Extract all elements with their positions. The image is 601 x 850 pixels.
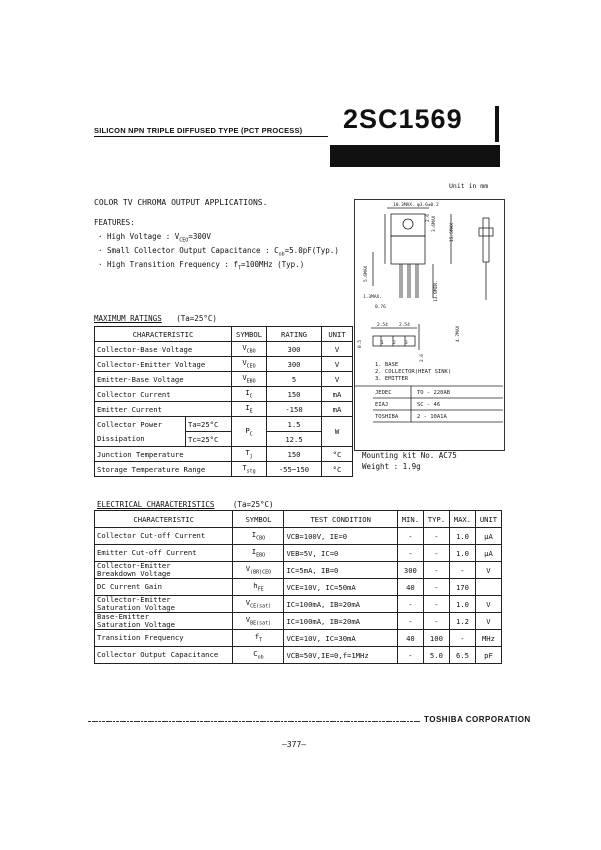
unit-cell: μA <box>475 545 501 562</box>
symbol-cell <box>233 596 284 613</box>
symbol-cell <box>232 417 267 447</box>
min-cell: 300 <box>397 562 423 579</box>
symbol-letter: V <box>245 598 251 608</box>
features-heading: FEATURES: <box>94 218 135 227</box>
feature-text: · High Voltage : V <box>98 232 180 241</box>
header-rating: RATING <box>267 327 322 342</box>
electrical-row <box>95 647 502 664</box>
page-number: —377— <box>282 740 307 749</box>
max-cell: 1.0 <box>449 528 475 545</box>
test-condition-cell: VCB=50V,IE=0,f=1MHz <box>284 647 397 664</box>
dim-e: 0.5 <box>358 339 363 348</box>
rating-cell: 300 <box>267 342 322 357</box>
max-ratings-header-row <box>95 327 353 342</box>
typ-cell: 100 <box>423 630 449 647</box>
typ-cell: - <box>423 613 449 630</box>
max-cell: 1.2 <box>449 613 475 630</box>
max-cell: 6.5 <box>449 647 475 664</box>
unit-cell: V <box>475 613 501 630</box>
characteristic-cell <box>95 596 233 613</box>
unit-cell <box>475 579 501 596</box>
symbol-letter: h <box>253 581 258 591</box>
el-header-typ: TYP. <box>423 511 449 528</box>
symbol-cell <box>233 647 284 664</box>
electrical-row <box>95 545 502 562</box>
unit-cell: pF <box>475 647 501 664</box>
feature-subscript: ob <box>278 251 285 258</box>
application-text: COLOR TV CHROMA OUTPUT APPLICATIONS. <box>94 198 268 207</box>
symbol-letter: T <box>242 463 247 473</box>
rating-cell: 5 <box>267 372 322 387</box>
symbol-subscript: CBO <box>246 348 256 355</box>
max-ratings-row <box>95 432 353 447</box>
characteristic-cell: Emitter-Base Voltage <box>95 372 232 387</box>
mounting-hole <box>403 219 413 229</box>
max-cell: - <box>449 562 475 579</box>
characteristic-cell <box>95 613 233 630</box>
symbol-letter: I <box>251 530 257 540</box>
unit-cell: V <box>475 596 501 613</box>
characteristic-line: Collector-Emitter <box>97 561 171 570</box>
min-cell: - <box>397 545 423 562</box>
symbol-subscript: CE(sat) <box>250 603 272 610</box>
el-header-unit: UNIT <box>475 511 501 528</box>
typ-cell: 5.0 <box>423 647 449 664</box>
symbol-subscript: C <box>249 431 253 438</box>
dim-pitch-2: 2.54 <box>399 323 410 328</box>
symbol-letter: V <box>242 358 247 368</box>
electrical-body <box>95 528 502 664</box>
test-condition-cell: IC=5mA, IB=0 <box>284 562 397 579</box>
symbol-subscript: FE <box>257 586 264 593</box>
max-ratings-row <box>95 402 353 417</box>
symbol-subscript: BE(sat) <box>250 620 272 627</box>
symbol-letter: C <box>253 649 258 659</box>
feature-value: =100MHz (Typ.) <box>241 260 305 269</box>
symbol-subscript: ob <box>257 654 264 661</box>
unit-cell: °C <box>322 462 353 477</box>
rating-cell: 150 <box>267 447 322 462</box>
jedec-value: TO - 220AB <box>417 390 451 396</box>
characteristic-line: Emitter Cut-off Current <box>97 548 197 557</box>
dim-hole: φ3.6±0.2 <box>417 203 439 208</box>
min-cell: - <box>397 647 423 664</box>
test-condition-cell: IC=100mA, IB=20mA <box>284 613 397 630</box>
characteristic-line: Saturation Voltage <box>97 603 175 612</box>
electrical-row <box>95 528 502 545</box>
el-header-max: MAX. <box>449 511 475 528</box>
package-drawing <box>355 200 504 450</box>
toshiba-code-label: TOSHIBA <box>375 414 399 420</box>
symbol-cell <box>233 545 284 562</box>
dim-pitch-1: 2.54 <box>377 323 388 328</box>
symbol-cell <box>233 630 284 647</box>
symbol-letter: f <box>254 632 260 642</box>
pin-1-label: 1. BASE <box>375 362 399 368</box>
min-cell: 40 <box>397 579 423 596</box>
max-ratings-row <box>95 342 353 357</box>
symbol-cell <box>232 387 267 402</box>
test-condition-cell: VCE=10V, IC=30mA <box>284 630 397 647</box>
unit-cell: μA <box>475 528 501 545</box>
typ-cell: - <box>423 596 449 613</box>
min-cell: - <box>397 596 423 613</box>
weight: Weight : 1.9g <box>362 462 421 471</box>
symbol-subscript: CBO <box>256 535 266 542</box>
pin-3-label: 3. EMITTER <box>375 376 409 382</box>
feature-subscript: CEO <box>179 237 189 244</box>
characteristic-line: Collector Cut-off Current <box>97 531 206 540</box>
symbol-cell <box>233 562 284 579</box>
unit-cell: V <box>322 372 353 387</box>
header-characteristic: CHARACTERISTIC <box>95 327 232 342</box>
max-ratings-row <box>95 447 353 462</box>
feature-item <box>98 232 211 244</box>
el-header-characteristic: CHARACTERISTIC <box>95 511 233 528</box>
header-unit: UNIT <box>322 327 353 342</box>
characteristic-line: Collector Output Capacitance <box>97 650 219 659</box>
symbol-letter: I <box>245 388 250 398</box>
document-subtitle: SILICON NPN TRIPLE DIFFUSED TYPE (PCT PROCESS) <box>94 126 303 135</box>
pin-number-3: 3 <box>405 341 408 346</box>
electrical-header-row <box>95 511 502 528</box>
characteristic-line: Base-Emitter <box>97 612 149 621</box>
el-header-test: TEST CONDITION <box>284 511 397 528</box>
symbol-letter: I <box>251 547 257 557</box>
characteristic-line: Breakdown Voltage <box>97 569 171 578</box>
toshiba-code-value: 2 - 10A1A <box>417 414 447 420</box>
dim-f: 2.6 <box>420 353 425 362</box>
min-cell: - <box>397 613 423 630</box>
rating-cell: 150 <box>267 387 322 402</box>
symbol-cell <box>232 447 267 462</box>
company-name: TOSHIBA CORPORATION <box>424 715 531 724</box>
symbol-letter: P <box>245 425 250 435</box>
typ-cell: - <box>423 545 449 562</box>
feature-subscript: T <box>237 265 241 272</box>
pin-number-2: 2 <box>393 341 396 346</box>
test-condition-cell: VEB=5V, IC=0 <box>284 545 397 562</box>
title-side-bar <box>495 106 499 142</box>
max-ratings-body <box>95 342 353 477</box>
test-condition-cell: VCE=10V, IC=50mA <box>284 579 397 596</box>
pin-2-label: 2. COLLECTOR(HEAT SINK) <box>375 369 452 375</box>
feature-value: =300V <box>188 232 211 241</box>
unit-cell: V <box>322 342 353 357</box>
el-header-min: MIN. <box>397 511 423 528</box>
min-cell: 40 <box>397 630 423 647</box>
symbol-subscript: EBO <box>256 552 266 559</box>
unit-cell: V <box>322 357 353 372</box>
symbol-letter: V <box>245 615 251 625</box>
unit-cell: MHz <box>475 630 501 647</box>
characteristic-cell: Storage Temperature Range <box>95 462 232 477</box>
feature-item <box>98 260 304 272</box>
unit-cell: W <box>322 417 353 447</box>
test-condition-cell: VCB=100V, IE=0 <box>284 528 397 545</box>
characteristic-line: DC Current Gain <box>97 582 162 591</box>
eiaj-label: EIAJ <box>375 402 389 408</box>
eiaj-value: SC - 46 <box>417 402 441 408</box>
pin-number-1: 1 <box>381 341 384 346</box>
characteristic-line: Saturation Voltage <box>97 620 175 629</box>
typ-cell: - <box>423 528 449 545</box>
condition-cell: Ta=25°C <box>186 417 232 432</box>
max-ratings-row <box>95 462 353 477</box>
dim-height: 15.5MAX <box>450 223 455 242</box>
characteristic-cell <box>95 528 233 545</box>
mounting-info <box>362 450 457 472</box>
symbol-letter: V <box>242 373 247 383</box>
characteristic-cell: Collector Current <box>95 387 232 402</box>
dim-lead-length: 13.0MIN. <box>434 280 439 302</box>
feature-text: · Small Collector Output Capacitance : C <box>98 246 279 255</box>
symbol-subscript: E <box>249 408 253 415</box>
rating-cell: 300 <box>267 357 322 372</box>
package-outline-box <box>354 199 505 451</box>
symbol-subscript: (BR)CEO <box>250 569 272 576</box>
characteristic-cell: Collector Power <box>95 417 186 432</box>
characteristic-cell <box>95 630 233 647</box>
electrical-title-text: ELECTRICAL CHARACTERISTICS <box>97 500 215 509</box>
symbol-cell <box>233 579 284 596</box>
symbol-letter: T <box>245 448 250 458</box>
symbol-subscript: EBO <box>246 378 256 385</box>
unit-cell: mA <box>322 402 353 417</box>
electrical-row <box>95 613 502 630</box>
symbol-subscript: T <box>259 637 263 644</box>
feature-text: · High Transition Frequency : f <box>98 260 238 269</box>
max-ratings-row <box>95 357 353 372</box>
electrical-row <box>95 579 502 596</box>
max-ratings-row <box>95 387 353 402</box>
rating-cell: -150 <box>267 402 322 417</box>
subtitle-underline <box>94 136 328 137</box>
feature-value: =5.0pF(Typ.) <box>284 246 339 255</box>
symbol-cell <box>232 342 267 357</box>
part-number-title: 2SC1569 <box>343 104 463 134</box>
condition-cell: Tc=25°C <box>186 432 232 447</box>
rating-cell: 1.5 <box>267 417 322 432</box>
max-ratings-title <box>94 314 217 323</box>
package-body <box>391 236 425 264</box>
characteristic-line: Transition Frequency <box>97 633 184 642</box>
characteristic-cell <box>95 545 233 562</box>
characteristic-line: Collector-Emitter <box>97 595 171 604</box>
symbol-cell <box>232 357 267 372</box>
electrical-row <box>95 596 502 613</box>
symbol-subscript: CEO <box>246 363 256 370</box>
max-ratings-table <box>94 326 353 477</box>
dim-b: 3.6MAX <box>432 215 437 232</box>
characteristic-cell <box>95 562 233 579</box>
max-ratings-row <box>95 417 353 432</box>
symbol-subscript: j <box>249 453 253 460</box>
dim-body: 5.6MAX <box>364 265 369 282</box>
symbol-cell <box>232 372 267 387</box>
max-cell: 1.0 <box>449 596 475 613</box>
characteristic-cell: Collector-Emitter Voltage <box>95 357 232 372</box>
unit-cell: mA <box>322 387 353 402</box>
unit-label: Unit in mm <box>449 182 489 190</box>
typ-cell: - <box>423 562 449 579</box>
electrical-row <box>95 562 502 579</box>
test-condition-cell: IC=100mA, IB=20mA <box>284 596 397 613</box>
characteristic-cell: Collector-Base Voltage <box>95 342 232 357</box>
unit-cell: V <box>475 562 501 579</box>
electrical-row <box>95 630 502 647</box>
max-ratings-title-text: MAXIMUM RATINGS <box>94 314 162 323</box>
mounting-kit: Mounting kit No. AC75 <box>362 451 457 460</box>
symbol-letter: I <box>245 403 250 413</box>
dim-lead: 0.76 <box>375 305 386 310</box>
characteristic-cell <box>95 647 233 664</box>
side-view-body <box>483 218 489 262</box>
el-header-symbol: SYMBOL <box>233 511 284 528</box>
max-cell: 170 <box>449 579 475 596</box>
heat-sink-tab <box>391 214 425 236</box>
characteristic-cell: Emitter Current <box>95 402 232 417</box>
symbol-subscript: C <box>249 393 253 400</box>
electrical-condition: (Ta=25°C) <box>232 500 274 509</box>
characteristic-cell: Junction Temperature <box>95 447 232 462</box>
unit-cell: °C <box>322 447 353 462</box>
symbol-cell <box>233 528 284 545</box>
jedec-label: JEDEC <box>375 390 392 396</box>
dim-thickness: 4.7MAX <box>456 325 461 342</box>
max-cell: - <box>449 630 475 647</box>
feature-item <box>98 246 339 258</box>
min-cell: - <box>397 528 423 545</box>
max-cell: 1.0 <box>449 545 475 562</box>
symbol-letter: V <box>245 564 251 574</box>
rating-cell: 12.5 <box>267 432 322 447</box>
title-black-band <box>330 145 500 167</box>
dim-width: 10.3MAX. <box>393 203 415 208</box>
symbol-cell <box>232 462 267 477</box>
characteristic-cell: Dissipation <box>95 432 186 447</box>
max-ratings-row <box>95 372 353 387</box>
rating-cell: -55~150 <box>267 462 322 477</box>
electrical-title <box>97 500 274 509</box>
symbol-letter: V <box>242 343 247 353</box>
header-symbol: SYMBOL <box>232 327 267 342</box>
typ-cell: - <box>423 579 449 596</box>
max-ratings-condition: (Ta=25°C) <box>176 314 217 323</box>
dim-a: 2.6 <box>426 213 431 222</box>
symbol-cell <box>233 613 284 630</box>
characteristic-cell <box>95 579 233 596</box>
symbol-subscript: stg <box>246 468 256 475</box>
symbol-cell <box>232 402 267 417</box>
dim-lead-width: 1.3MAX. <box>363 295 382 300</box>
electrical-table <box>94 510 502 664</box>
